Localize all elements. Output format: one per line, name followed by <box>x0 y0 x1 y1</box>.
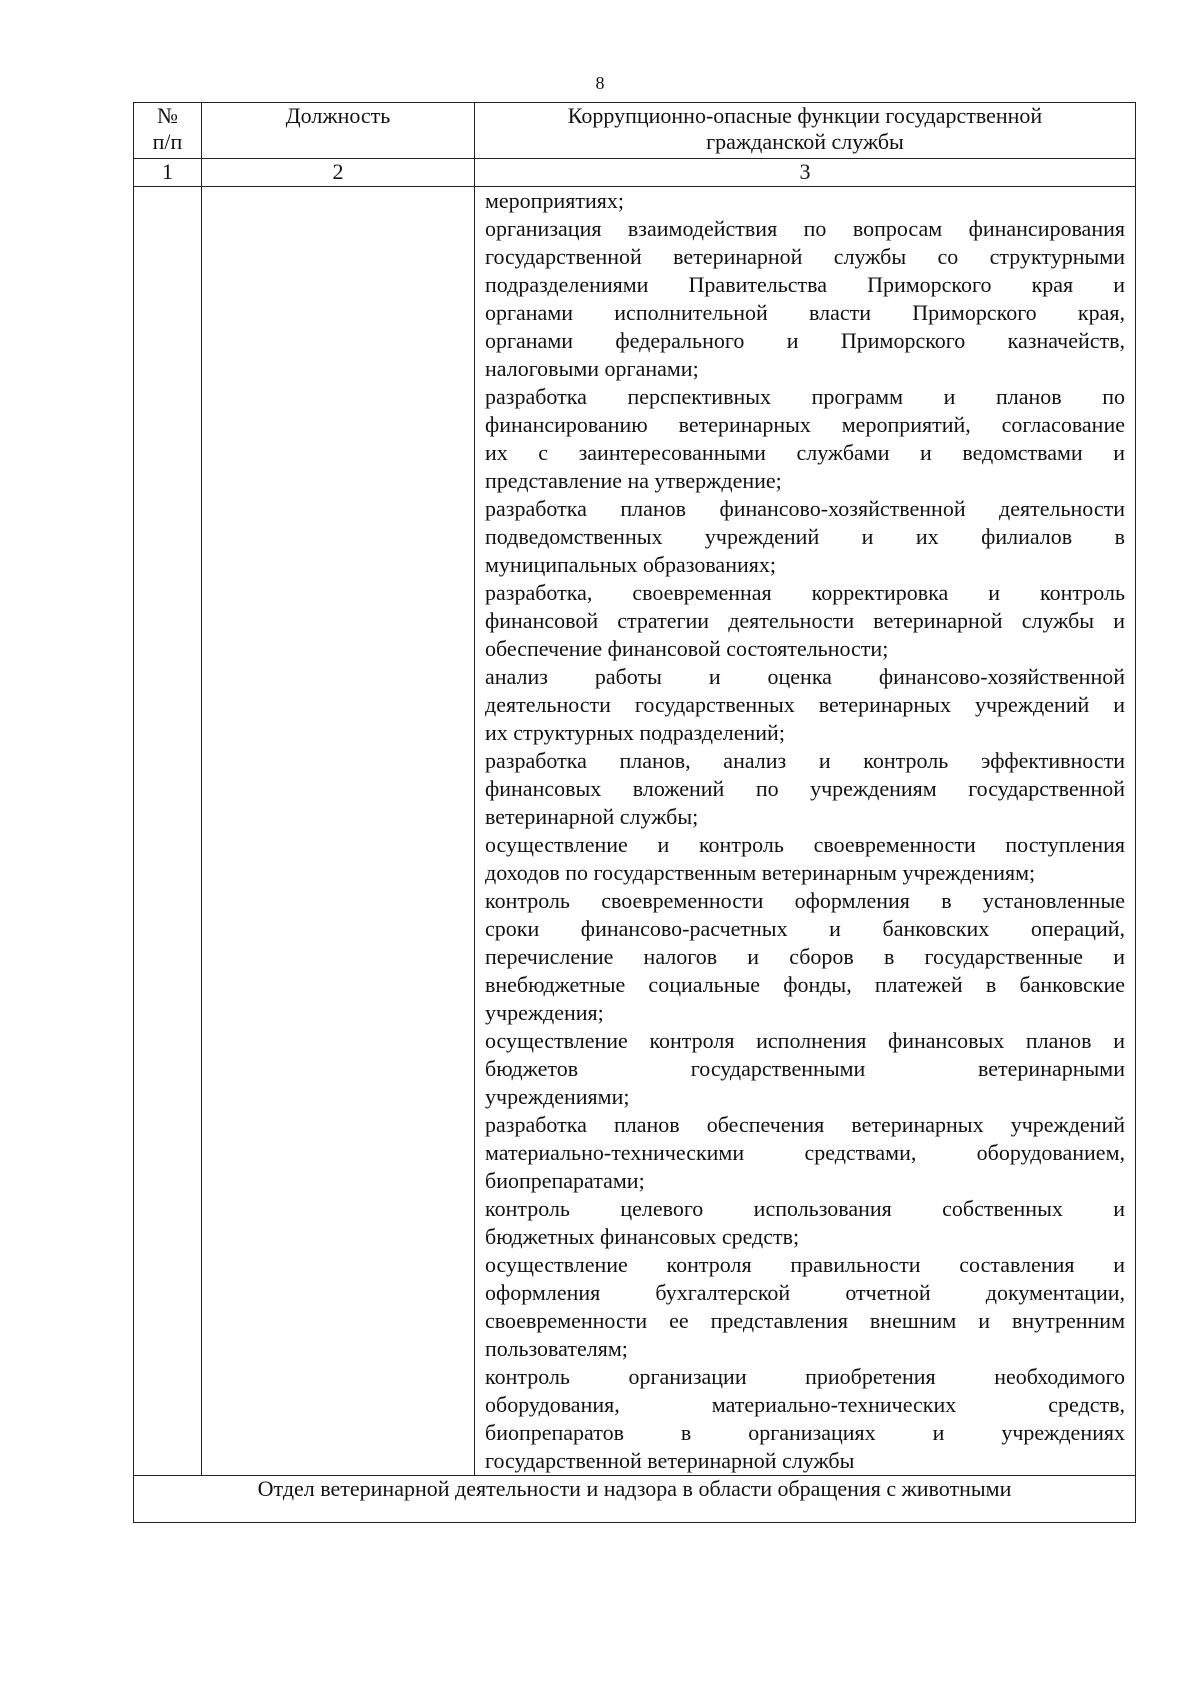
function-line: разработка перспективных программ и планов по <box>485 384 1125 409</box>
function-line: обеспечение финансовой состоятельности; <box>485 636 889 661</box>
function-line: государственной ветеринарной службы <box>485 1448 855 1473</box>
column-number-row <box>134 159 1136 187</box>
function-line: налоговыми органами; <box>485 356 699 381</box>
function-line: осуществление и контроль своевременности поступления <box>485 832 1125 857</box>
section-row <box>134 1476 1136 1523</box>
function-item <box>485 495 1125 579</box>
function-item <box>485 1363 1125 1475</box>
function-line: их структурных подразделений; <box>485 720 785 745</box>
page-number: 8 <box>595 73 605 93</box>
function-item <box>485 663 1125 747</box>
functions-cell <box>475 187 1136 1476</box>
function-line: учреждения; <box>485 1000 604 1025</box>
function-line: доходов по государственным ветеринарным учреждениям; <box>485 860 1036 885</box>
function-line: представление на утверждение; <box>485 468 782 493</box>
function-line: биопрепаратами; <box>485 1168 645 1193</box>
function-line: государственной ветеринарной службы со структурными <box>485 244 1125 269</box>
table-row <box>134 187 1136 1476</box>
function-line: разработка, своевременная корректировка и контроль <box>485 580 1125 605</box>
function-line: оборудования, материально-технических средств, <box>485 1392 1125 1417</box>
function-item <box>485 383 1125 495</box>
function-line: мероприятиях; <box>485 188 624 213</box>
table-header-row <box>134 103 1136 159</box>
function-line: сроки финансово-расчетных и банковских операций, <box>485 916 1125 941</box>
function-line: осуществление контроля исполнения финансовых планов и <box>485 1028 1125 1053</box>
column-number: 3 <box>475 159 1136 187</box>
function-line: бюджетов государственными ветеринарными <box>485 1056 1125 1081</box>
function-line: подведомственных учреждений и их филиалов в <box>485 524 1125 549</box>
function-item <box>485 1111 1125 1195</box>
function-item <box>485 747 1125 831</box>
function-line: осуществление контроля правильности составления и <box>485 1252 1125 1277</box>
function-line: разработка планов финансово-хозяйственной деятельности <box>485 496 1125 521</box>
number-cell <box>134 187 202 1476</box>
function-line: органами исполнительной власти Приморского края, <box>485 300 1125 325</box>
header-functions: Коррупционно-опасные функции государственной гражданской службы <box>475 103 1136 159</box>
function-line: ветеринарной службы; <box>485 804 699 829</box>
function-item <box>485 1027 1125 1111</box>
function-line: контроль целевого использования собственных и <box>485 1196 1125 1221</box>
function-line: материально-техническими средствами, оборудованием, <box>485 1140 1125 1165</box>
corruption-functions-table <box>133 102 1136 1523</box>
column-number: 2 <box>202 159 475 187</box>
function-line: деятельности государственных ветеринарных учреждений и <box>485 692 1125 717</box>
function-line: пользователям; <box>485 1336 628 1361</box>
section-title: Отдел ветеринарной деятельности и надзора в области обращения с животными <box>134 1476 1136 1523</box>
function-line: финансовой стратегии деятельности ветеринарной службы и <box>485 608 1125 633</box>
function-line: учреждениями; <box>485 1084 630 1109</box>
function-line: муниципальных образованиях; <box>485 552 776 577</box>
function-item <box>485 831 1125 887</box>
function-item <box>485 579 1125 663</box>
header-number: № п/п <box>134 103 202 159</box>
function-line: контроль своевременности оформления в установленные <box>485 888 1125 913</box>
position-cell <box>202 187 475 1476</box>
function-item <box>485 887 1125 1027</box>
header-position: Должность <box>202 103 475 159</box>
function-line: оформления бухгалтерской отчетной документации, <box>485 1280 1125 1305</box>
function-line: разработка планов, анализ и контроль эффективности <box>485 748 1125 773</box>
function-item <box>485 215 1125 383</box>
function-line: финансированию ветеринарных мероприятий, согласование <box>485 412 1125 437</box>
function-line: их с заинтересованными службами и ведомствами и <box>485 440 1125 465</box>
function-line: бюджетных финансовых средств; <box>485 1224 800 1249</box>
function-line: организация взаимодействия по вопросам финансирования <box>485 216 1125 241</box>
function-line: разработка планов обеспечения ветеринарных учреждений <box>485 1112 1125 1137</box>
function-line: внебюджетные социальные фонды, платежей в банковские <box>485 972 1125 997</box>
functions-list <box>485 187 1125 1475</box>
function-line: органами федерального и Приморского казначейств, <box>485 328 1125 353</box>
function-item <box>485 187 1125 215</box>
function-line: биопрепаратов в организациях и учреждениях <box>485 1420 1125 1445</box>
column-number: 1 <box>134 159 202 187</box>
function-line: финансовых вложений по учреждениям государственной <box>485 776 1125 801</box>
function-line: своевременности ее представления внешним и внутренним <box>485 1308 1125 1333</box>
function-line: перечисление налогов и сборов в государственные и <box>485 944 1125 969</box>
function-item <box>485 1251 1125 1363</box>
function-line: подразделениями Правительства Приморского края и <box>485 272 1125 297</box>
function-line: анализ работы и оценка финансово-хозяйственной <box>485 664 1125 689</box>
function-item <box>485 1195 1125 1251</box>
function-line: контроль организации приобретения необходимого <box>485 1364 1125 1389</box>
